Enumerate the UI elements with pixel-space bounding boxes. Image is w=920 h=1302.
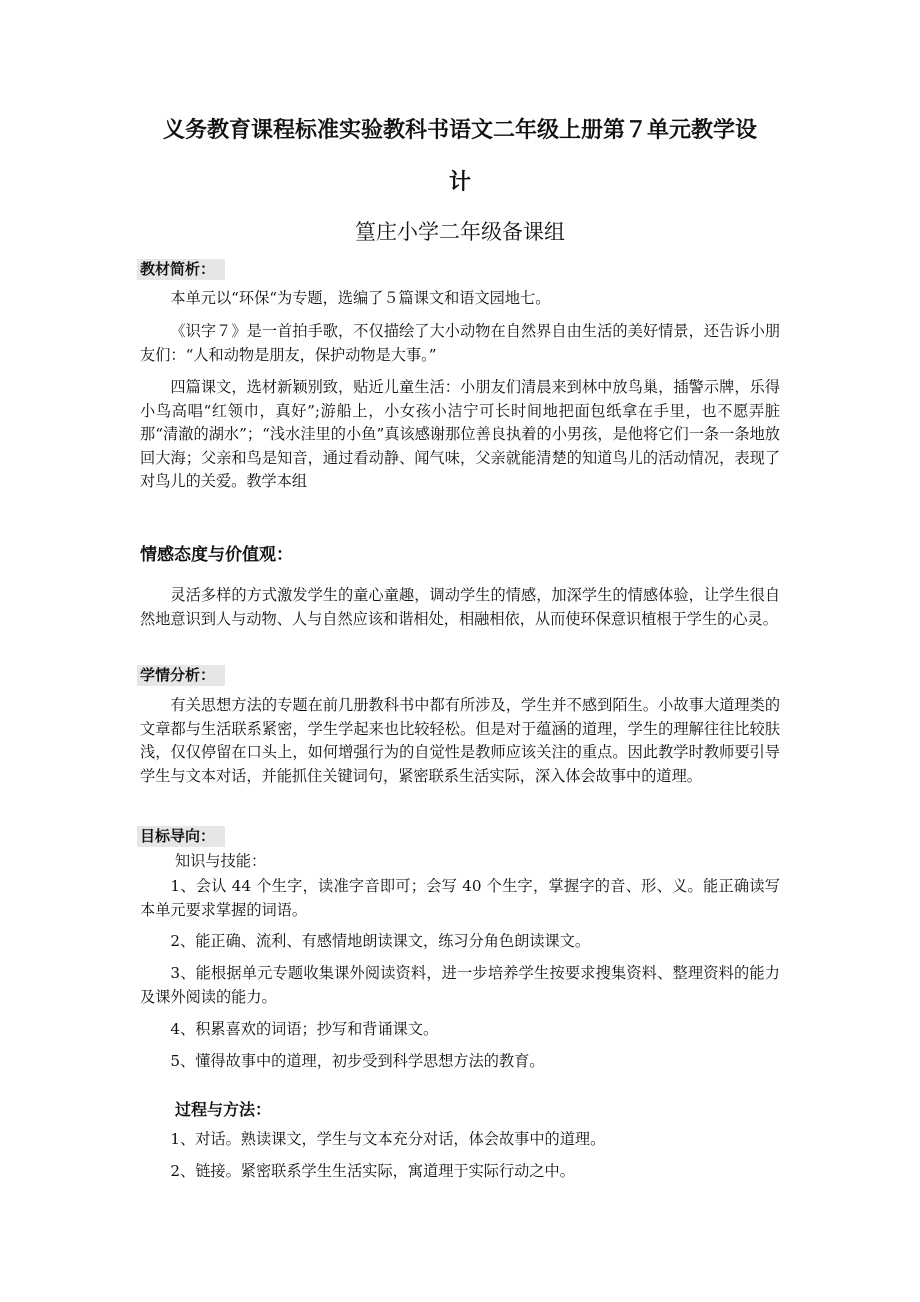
section-heading-process: 过程与方法： bbox=[175, 1100, 272, 1119]
goals-knowledge-heading: 知识与技能： bbox=[175, 852, 267, 870]
goal-item-4: 4、积累喜欢的词语；抄写和背诵课文。 bbox=[170, 1020, 439, 1038]
section-label-goals: 目标导向： bbox=[137, 826, 225, 847]
values-paragraph-1: 灵活多样的方式激发学生的童心童趣，调动学生的情感，加深学生的情感体验，让学生很自然地意识到人与动物、人与自然应该和谐相处，相融相依，从而使环保意识植根于学生的心灵。 bbox=[140, 586, 780, 628]
student-analysis-paragraph-1: 有关思想方法的专题在前几册教科书中都有所涉及，学生并不感到陌生。小故事大道理类的文章都与生活联系紧密，学生学起来也比较轻松。但是对于蕴涵的道理，学生的理解往往比较肤浅，仅仅停留在口头上，如何增强行为的自觉性是教师应该关注的重点。因此教学时教师要引导学生与文本对话，并能抓住关键词句，紧密联系生活实际，深入体会故事中的道理。 bbox=[140, 696, 780, 785]
section-heading-values: 情感态度与价值观： bbox=[140, 545, 293, 565]
section-label-material-analysis: 教材简析： bbox=[137, 259, 225, 280]
process-method-1: 1、对话。熟读课文，学生与文本充分对话，体会故事中的道理。 bbox=[170, 1130, 606, 1148]
document-subtitle: 篁庄小学二年级备课组 bbox=[355, 220, 565, 244]
document-title-line1: 义务教育课程标准实验教科书语文二年级上册第７单元教学设 bbox=[162, 118, 757, 143]
material-analysis-paragraph-1: 本单元以“环保“为专题，选编了５篇课文和语文园地七。 bbox=[170, 289, 551, 307]
goal-item-2: 2、能正确、流利、有感情地朗读课文，练习分角色朗读课文。 bbox=[170, 932, 591, 950]
goal-item-1: 1、会认 44 个生字，读准字音即可；会写 40 个生字，掌握字的音、形、义。能正确读写本单元要求掌握的词语。 bbox=[140, 877, 780, 919]
material-analysis-paragraph-2: 《识字７》是一首拍手歌，不仅描绘了大小动物在自然界自由生活的美好情景，还告诉小朋友们：“人和动物是朋友，保护动物是大事。” bbox=[140, 322, 780, 364]
section-label-student-analysis: 学情分析： bbox=[137, 665, 225, 686]
material-analysis-paragraph-3: 四篇课文，选材新颖别致，贴近儿童生活：小朋友们清晨来到林中放鸟巢，插警示牌，乐得小鸟高唱“红领巾，真好”;游船上，小女孩小洁宁可长时间地把面包纸拿在手里，也不愿弄脏那“清澈的湖水”；“浅水洼里的小鱼”真该感谢那位善良执着的小男孩，是他将它们一条一条地放回大海；父亲和鸟是知音，通过看动静、闻气味，父亲就能清楚的知道鸟儿的活动情况，表现了对鸟儿的关爱。教学本组 bbox=[140, 378, 780, 490]
document-title-line2: 计 bbox=[448, 170, 471, 195]
goal-item-5: 5、懂得故事中的道理，初步受到科学思想方法的教育。 bbox=[170, 1052, 545, 1070]
goal-item-3: 3、能根据单元专题收集课外阅读资料，进一步培养学生按要求搜集资料、整理资料的能力及课外阅读的能力。 bbox=[140, 964, 780, 1006]
process-method-2: 2、链接。紧密联系学生生活实际，寓道理于实际行动之中。 bbox=[170, 1162, 575, 1180]
